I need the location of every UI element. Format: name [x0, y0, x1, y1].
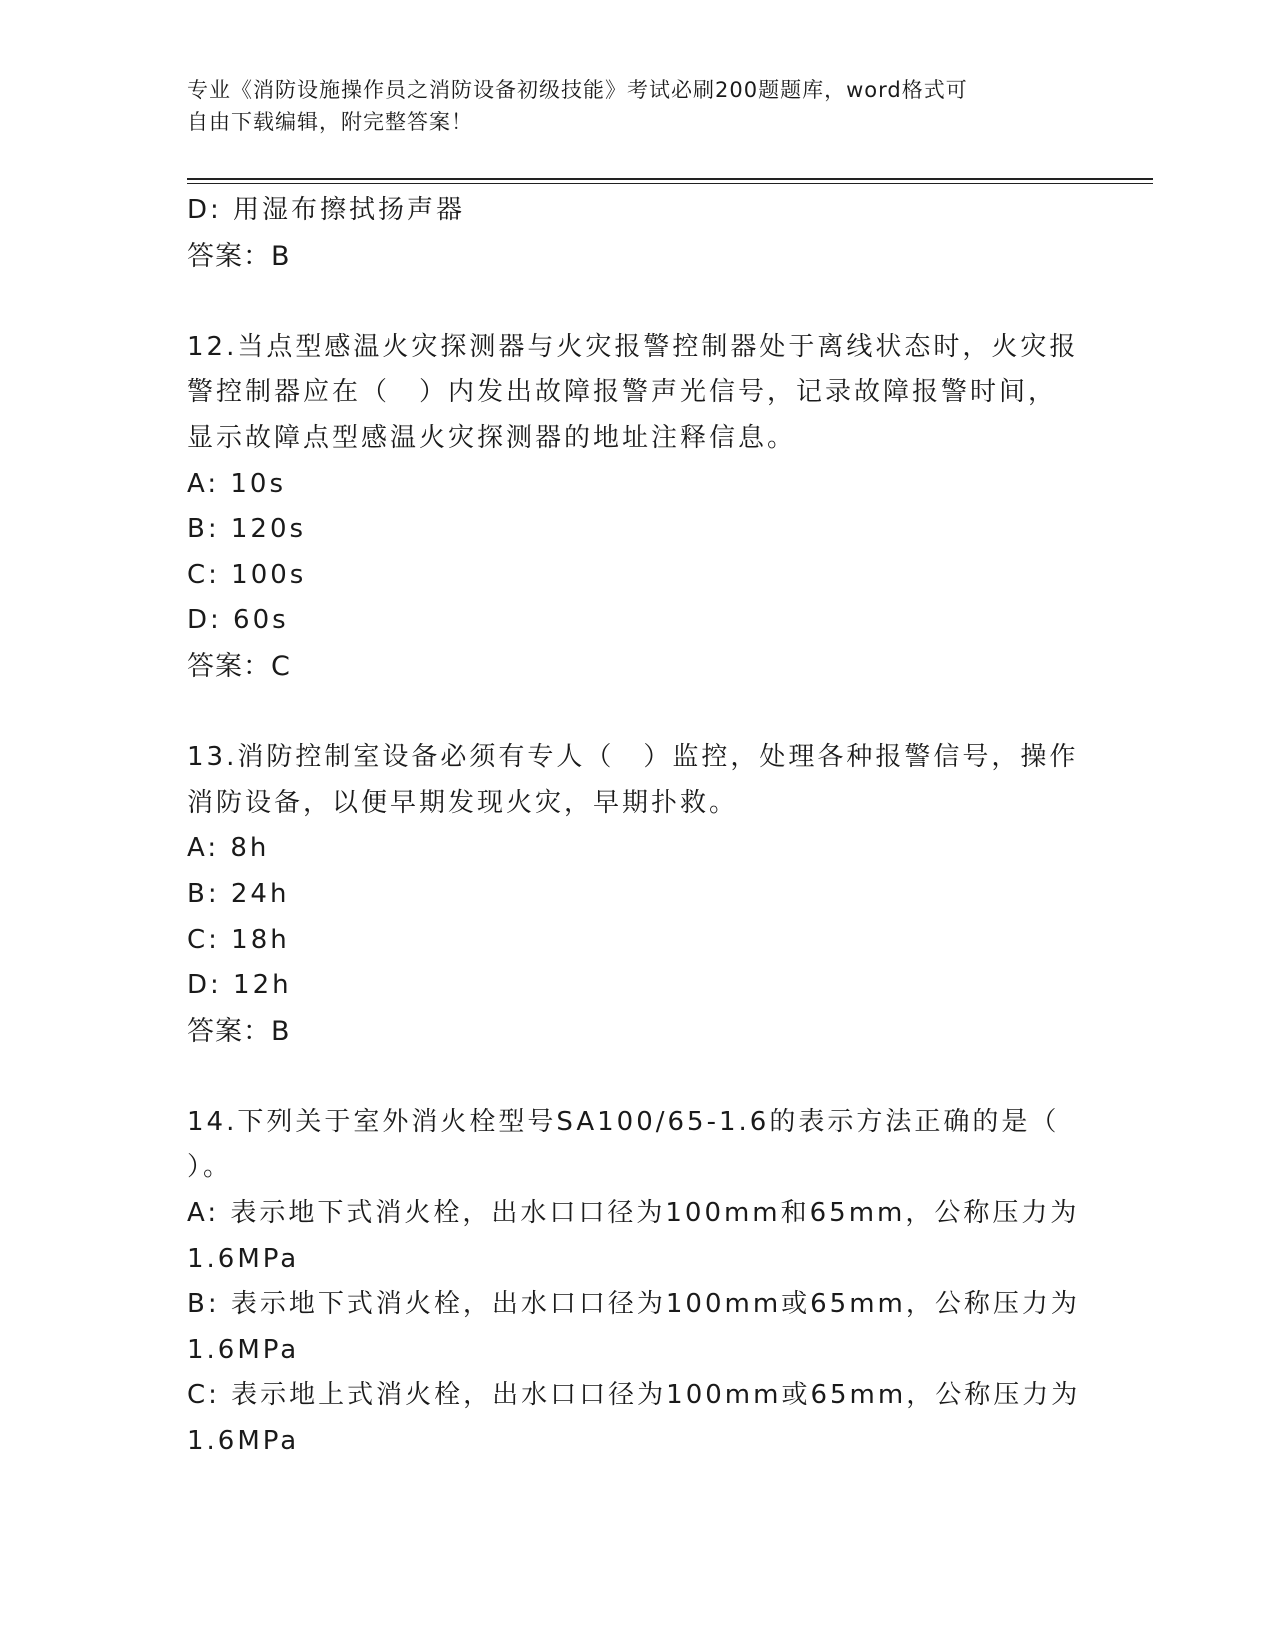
option-d: D: 12h [187, 970, 292, 1001]
question-stem: ）。 [187, 1152, 233, 1183]
option-c: C: 18h [187, 924, 290, 955]
question-14 [187, 1100, 1087, 1465]
header-rule-thin [187, 183, 1153, 184]
answer: 答案：B [187, 240, 291, 272]
option-a: A: 10s [187, 468, 286, 499]
question-stem: 警控制器应在（ ）内发出故障报警声光信号，记录故障报警时间， [187, 377, 1058, 408]
option-c: C: 100s [187, 559, 307, 590]
spacer [187, 690, 1087, 736]
question-stem: 显示故障点型感温火灾探测器的地址注释信息。 [187, 422, 797, 453]
question-11-tail [187, 188, 1087, 279]
question-stem: 14.下列关于室外消火栓型号SA100/65-1.6的表示方法正确的是（ [187, 1106, 1060, 1137]
option-b: B: 120s [187, 514, 307, 545]
question-content [187, 188, 1087, 1465]
question-stem: 12.当点型感温火灾探测器与火灾报警控制器处于离线状态时，火灾报 [187, 331, 1079, 362]
option-d: D: 60s [187, 605, 289, 636]
spacer [187, 1054, 1087, 1100]
option-a: A: 8h [187, 833, 270, 864]
option-c: C: 表示地上式消火栓，出水口口径为100mm或65mm，公称压力为 [187, 1380, 1081, 1411]
option-a-continued: 1.6MPa [187, 1243, 300, 1274]
option-b: B: 24h [187, 878, 290, 909]
question-stem: 消防设备，以便早期发现火灾，早期扑救。 [187, 787, 739, 818]
option-c-continued: 1.6MPa [187, 1426, 300, 1457]
header-line-2: 自由下载编辑，附完整答案！ [187, 110, 473, 134]
option-b: B: 表示地下式消火栓，出水口口径为100mm或65mm，公称压力为 [187, 1289, 1080, 1320]
header-rule-thick [187, 178, 1153, 180]
answer: 答案：C [187, 650, 291, 682]
spacer [187, 279, 1087, 325]
option-b-continued: 1.6MPa [187, 1334, 300, 1365]
option-a: A: 表示地下式消火栓，出水口口径为100mm和65mm，公称压力为 [187, 1198, 1080, 1229]
option-d: D: 用湿布擦拭扬声器 [187, 195, 466, 225]
question-stem: 13.消防控制室设备必须有专人（ ）监控，处理各种报警信号，操作 [187, 742, 1079, 773]
page-header [187, 74, 1087, 138]
question-13 [187, 735, 1087, 1054]
answer: 答案：B [187, 1015, 291, 1047]
question-12 [187, 325, 1087, 690]
header-line-1: 专业《消防设施操作员之消防设备初级技能》考试必刷200题题库，word格式可 [187, 78, 968, 102]
